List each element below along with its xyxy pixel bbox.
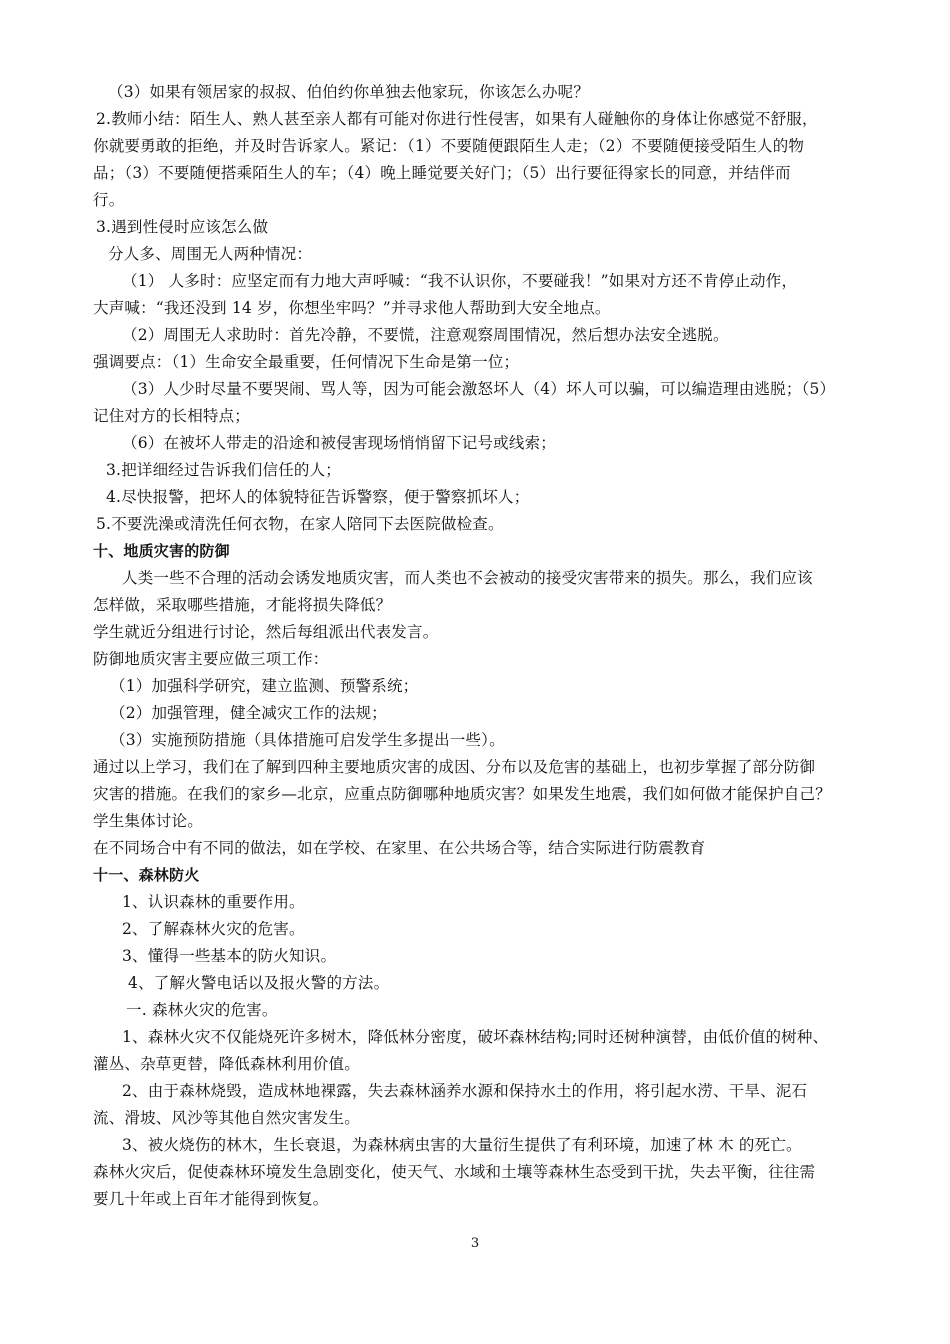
text-line: （2）加强管理，健全减灾工作的法规； [110, 704, 387, 722]
text-line: 要几十年或上百年才能得到恢复。 [93, 1190, 329, 1208]
text-line: （1） 人多时：应坚定而有力地大声呼喊：“我不认识你，不要碰我！”如果对方还不肯停止动作， [122, 272, 798, 290]
text-line: 你就要勇敢的拒绝，并及时告诉家人。紧记：（1）不要随便跟陌生人走；（2）不要随便接受陌生人的物 [93, 137, 805, 155]
text-line: 一. 森林火灾的危害。 [126, 1001, 278, 1019]
text-line: （1）加强科学研究，建立监测、预警系统； [110, 677, 419, 695]
text-line: 防御地质灾害主要应做三项工作： [93, 650, 329, 668]
text-line: 品；（3）不要随便搭乘陌生人的车；（4）晚上睡觉要关好门；（5）出行要征得家长的同意，并结伴而 [93, 164, 791, 182]
text-line: 学生就近分组进行讨论，然后每组派出代表发言。 [93, 623, 439, 641]
text-line: 3.把详细经过告诉我们信任的人； [106, 461, 341, 479]
text-line: 4.尽快报警，把坏人的体貌特征告诉警察，便于警察抓坏人； [106, 488, 530, 506]
text-line: 4、了解火警电话以及报火警的方法。 [128, 974, 390, 992]
text-line: （3）人少时尽量不要哭闹、骂人等，因为可能会激怒坏人（4）坏人可以骗，可以编造理由逃脱；（5） [122, 380, 836, 398]
text-line: 灾害的措施。在我们的家乡—北京，应重点防御哪种地质灾害？如果发生地震，我们如何做才能保护自己？ [93, 785, 831, 803]
text-line: 灌丛、杂草更替，降低森林利用价值。 [93, 1055, 360, 1073]
text-line: （3）如果有领居家的叔叔、伯伯约你单独去他家玩，你该怎么办呢？ [108, 83, 590, 101]
section-heading: 十、地质灾害的防御 [93, 542, 230, 560]
text-line: 分人多、周围无人两种情况： [108, 245, 313, 263]
text-line: 森林火灾后，促使森林环境发生急剧变化，使天气、水域和土壤等森林生态受到干扰，失去平衡，往往需 [93, 1163, 816, 1181]
text-line: 学生集体讨论。 [93, 812, 203, 830]
text-line: （6）在被坏人带走的沿途和被侵害现场悄悄留下记号或线索； [122, 434, 556, 452]
text-line: 怎样做，采取哪些措施，才能将损失降低？ [93, 596, 392, 614]
text-line: （2）周围无人求助时：首先冷静，不要慌，注意观察周围情况，然后想办法安全逃脱。 [122, 326, 729, 344]
text-line: 3.遇到性侵时应该怎么做 [96, 218, 269, 236]
text-line: 2.教师小结：陌生人、熟人甚至亲人都有可能对你进行性侵害，如果有人碰触你的身体让你感觉不舒服， [96, 110, 818, 128]
text-line: 1、认识森林的重要作用。 [122, 893, 305, 911]
text-line: 通过以上学习，我们在了解到四种主要地质灾害的成因、分布以及危害的基础上，也初步掌握了部分防御 [93, 758, 816, 776]
text-line: 记住对方的长相特点； [93, 407, 251, 425]
text-line: 1、森林火灾不仅能烧死许多树木，降低林分密度，破坏森林结构;同时还树种演替，由低价值的树种、 [122, 1028, 829, 1046]
text-line: 3、被火烧伤的林木，生长衰退，为森林病虫害的大量衍生提供了有利环境，加速了林 木 的死亡。 [122, 1136, 802, 1154]
text-line: 5.不要洗澡或清洗任何衣物，在家人陪同下去医院做检查。 [96, 515, 504, 533]
text-line: 大声喊：“我还没到 14 岁，你想坐牢吗？”并寻求他人帮助到大安全地点。 [93, 299, 611, 317]
text-line: 行。 [93, 191, 125, 209]
text-line: 强调要点：（1）生命安全最重要，任何情况下生命是第一位； [93, 353, 520, 371]
text-line: 人类一些不合理的活动会诱发地质灾害，而人类也不会被动的接受灾害带来的损失。那么，我们应该 [122, 569, 813, 587]
text-line: 流、滑坡、风沙等其他自然灾害发生。 [93, 1109, 360, 1127]
text-line: 3、懂得一些基本的防火知识。 [122, 947, 337, 965]
text-line: 2、由于森林烧毁，造成林地裸露，失去森林涵养水源和保持水土的作用，将引起水涝、干旱、泥石 [122, 1082, 808, 1100]
text-line: （3）实施预防措施（具体措施可启发学生多提出一些）。 [110, 731, 505, 749]
text-line: 2、了解森林火灾的危害。 [122, 920, 305, 938]
text-line: 在不同场合中有不同的做法，如在学校、在家里、在公共场合等，结合实际进行防震教育 [93, 839, 706, 857]
page-number: 3 [470, 1236, 480, 1251]
section-heading: 十一、森林防火 [93, 866, 200, 884]
